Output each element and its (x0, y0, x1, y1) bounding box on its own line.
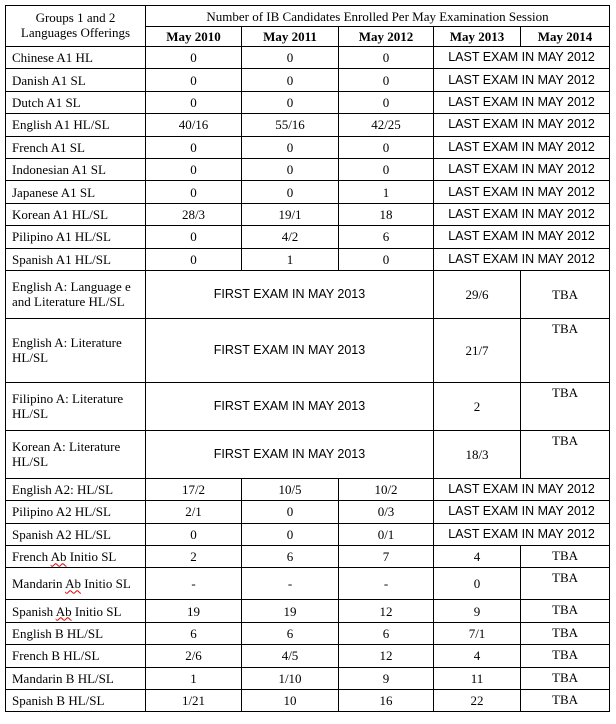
table-row (6, 645, 610, 667)
value-may-2011: 6 (242, 622, 339, 644)
value-may-2012: 0 (339, 47, 434, 69)
value-may-2012: 0 (339, 136, 434, 158)
language-name: Mandarin Ab Initio SL (6, 568, 146, 600)
value-may-2011: 10/5 (242, 478, 339, 500)
value-may-2012: 0 (339, 69, 434, 91)
table-row (6, 600, 610, 622)
value-may-2012: 9 (339, 667, 434, 689)
value-may-2011: 55/16 (242, 114, 339, 136)
enrollment-table (5, 5, 610, 712)
value-may-2014: TBA (521, 430, 610, 478)
language-name: Pilipino A1 HL/SL (6, 226, 146, 248)
last-exam-note: LAST EXAM IN MAY 2012 (434, 136, 610, 158)
language-name: Spanish B HL/SL (6, 690, 146, 712)
first-exam-note: FIRST EXAM IN MAY 2013 (146, 382, 434, 430)
table-row (6, 382, 610, 430)
value-may-2011: 0 (242, 91, 339, 113)
value-may-2010: 1/21 (146, 690, 242, 712)
language-name: Korean A: Literature HL/SL (6, 430, 146, 478)
header-year: May 2014 (521, 27, 610, 47)
last-exam-note: LAST EXAM IN MAY 2012 (434, 523, 610, 545)
last-exam-note: LAST EXAM IN MAY 2012 (434, 226, 610, 248)
value-may-2012: 42/25 (339, 114, 434, 136)
value-may-2014: TBA (521, 568, 610, 600)
value-may-2010: 17/2 (146, 478, 242, 500)
language-name: Indonesian A1 SL (6, 158, 146, 180)
language-name: Spanish Ab Initio SL (6, 600, 146, 622)
value-may-2012: 18 (339, 203, 434, 225)
value-may-2011: 0 (242, 523, 339, 545)
value-may-2014: TBA (521, 667, 610, 689)
language-name: English A1 HL/SL (6, 114, 146, 136)
value-may-2012: 7 (339, 546, 434, 568)
last-exam-note: LAST EXAM IN MAY 2012 (434, 158, 610, 180)
value-may-2014: TBA (521, 622, 610, 644)
first-exam-note: FIRST EXAM IN MAY 2013 (146, 318, 434, 382)
table-row (6, 203, 610, 225)
value-may-2010: 0 (146, 136, 242, 158)
table-row (6, 501, 610, 523)
value-may-2013: 29/6 (434, 270, 521, 318)
value-may-2010: 19 (146, 600, 242, 622)
value-may-2013: 22 (434, 690, 521, 712)
language-name: English A2: HL/SL (6, 478, 146, 500)
table-row (6, 69, 610, 91)
value-may-2012: 10/2 (339, 478, 434, 500)
last-exam-note: LAST EXAM IN MAY 2012 (434, 181, 610, 203)
header-corner: Groups 1 and 2 Languages Offerings (6, 6, 146, 47)
table-row (6, 430, 610, 478)
value-may-2014: TBA (521, 270, 610, 318)
table-row (6, 546, 610, 568)
table-row (6, 114, 610, 136)
last-exam-note: LAST EXAM IN MAY 2012 (434, 203, 610, 225)
language-name: Chinese A1 HL (6, 47, 146, 69)
language-name: Korean A1 HL/SL (6, 203, 146, 225)
value-may-2012: 0/1 (339, 523, 434, 545)
value-may-2011: 0 (242, 181, 339, 203)
value-may-2013: 4 (434, 546, 521, 568)
value-may-2010: 0 (146, 248, 242, 270)
value-may-2010: 0 (146, 158, 242, 180)
language-name: French B HL/SL (6, 645, 146, 667)
language-name: Japanese A1 SL (6, 181, 146, 203)
value-may-2012: - (339, 568, 434, 600)
last-exam-note: LAST EXAM IN MAY 2012 (434, 69, 610, 91)
table-row (6, 318, 610, 382)
value-may-2014: TBA (521, 690, 610, 712)
value-may-2014: TBA (521, 600, 610, 622)
value-may-2010: 0 (146, 523, 242, 545)
language-name: Danish A1 SL (6, 69, 146, 91)
value-may-2011: 0 (242, 47, 339, 69)
table-row (6, 248, 610, 270)
table-row (6, 181, 610, 203)
language-name: English A: Literature HL/SL (6, 318, 146, 382)
table-row (6, 478, 610, 500)
value-may-2012: 16 (339, 690, 434, 712)
value-may-2011: 0 (242, 158, 339, 180)
value-may-2011: 0 (242, 136, 339, 158)
header-year: May 2012 (339, 27, 434, 47)
header-title: Number of IB Candidates Enrolled Per May Examination Session (146, 6, 610, 27)
value-may-2012: 12 (339, 600, 434, 622)
language-name: Pilipino A2 HL/SL (6, 501, 146, 523)
value-may-2010: 0 (146, 181, 242, 203)
value-may-2012: 6 (339, 622, 434, 644)
language-name: English B HL/SL (6, 622, 146, 644)
value-may-2010: 2/6 (146, 645, 242, 667)
value-may-2012: 0/3 (339, 501, 434, 523)
value-may-2013: 2 (434, 382, 521, 430)
table-row (6, 91, 610, 113)
language-name: Mandarin B HL/SL (6, 667, 146, 689)
value-may-2013: 7/1 (434, 622, 521, 644)
value-may-2013: 18/3 (434, 430, 521, 478)
value-may-2011: 1/10 (242, 667, 339, 689)
value-may-2011: 4/5 (242, 645, 339, 667)
first-exam-note: FIRST EXAM IN MAY 2013 (146, 430, 434, 478)
table-row (6, 47, 610, 69)
last-exam-note: LAST EXAM IN MAY 2012 (434, 248, 610, 270)
last-exam-note: LAST EXAM IN MAY 2012 (434, 91, 610, 113)
last-exam-note: LAST EXAM IN MAY 2012 (434, 478, 610, 500)
value-may-2012: 0 (339, 158, 434, 180)
table-row (6, 270, 610, 318)
language-name: English A: Language e and Literature HL/SL (6, 270, 146, 318)
value-may-2010: 40/16 (146, 114, 242, 136)
header-year: May 2013 (434, 27, 521, 47)
value-may-2013: 11 (434, 667, 521, 689)
value-may-2010: 1 (146, 667, 242, 689)
value-may-2011: 0 (242, 69, 339, 91)
value-may-2011: 19/1 (242, 203, 339, 225)
language-name: Dutch A1 SL (6, 91, 146, 113)
table-row (6, 136, 610, 158)
value-may-2013: 0 (434, 568, 521, 600)
value-may-2012: 12 (339, 645, 434, 667)
value-may-2014: TBA (521, 318, 610, 382)
value-may-2012: 6 (339, 226, 434, 248)
value-may-2011: - (242, 568, 339, 600)
value-may-2010: 28/3 (146, 203, 242, 225)
value-may-2013: 4 (434, 645, 521, 667)
value-may-2012: 0 (339, 91, 434, 113)
language-name: French Ab Initio SL (6, 546, 146, 568)
table-row (6, 523, 610, 545)
header-year: May 2011 (242, 27, 339, 47)
value-may-2010: 6 (146, 622, 242, 644)
language-name: Spanish A1 HL/SL (6, 248, 146, 270)
language-name: Spanish A2 HL/SL (6, 523, 146, 545)
value-may-2011: 19 (242, 600, 339, 622)
last-exam-note: LAST EXAM IN MAY 2012 (434, 47, 610, 69)
last-exam-note: LAST EXAM IN MAY 2012 (434, 501, 610, 523)
value-may-2014: TBA (521, 382, 610, 430)
value-may-2012: 1 (339, 181, 434, 203)
value-may-2010: 2 (146, 546, 242, 568)
last-exam-note: LAST EXAM IN MAY 2012 (434, 114, 610, 136)
value-may-2013: 21/7 (434, 318, 521, 382)
language-name: French A1 SL (6, 136, 146, 158)
value-may-2010: 0 (146, 91, 242, 113)
language-name: Filipino A: Literature HL/SL (6, 382, 146, 430)
value-may-2013: 9 (434, 600, 521, 622)
value-may-2010: - (146, 568, 242, 600)
table-row (6, 568, 610, 600)
value-may-2010: 0 (146, 226, 242, 248)
header-year: May 2010 (146, 27, 242, 47)
table-row (6, 226, 610, 248)
value-may-2010: 0 (146, 47, 242, 69)
value-may-2011: 6 (242, 546, 339, 568)
table-row (6, 158, 610, 180)
value-may-2014: TBA (521, 645, 610, 667)
table-row (6, 667, 610, 689)
first-exam-note: FIRST EXAM IN MAY 2013 (146, 270, 434, 318)
value-may-2010: 2/1 (146, 501, 242, 523)
value-may-2011: 0 (242, 501, 339, 523)
value-may-2011: 4/2 (242, 226, 339, 248)
table-row (6, 622, 610, 644)
value-may-2011: 10 (242, 690, 339, 712)
value-may-2014: TBA (521, 546, 610, 568)
value-may-2011: 1 (242, 248, 339, 270)
table-row (6, 690, 610, 712)
value-may-2010: 0 (146, 69, 242, 91)
value-may-2012: 0 (339, 248, 434, 270)
